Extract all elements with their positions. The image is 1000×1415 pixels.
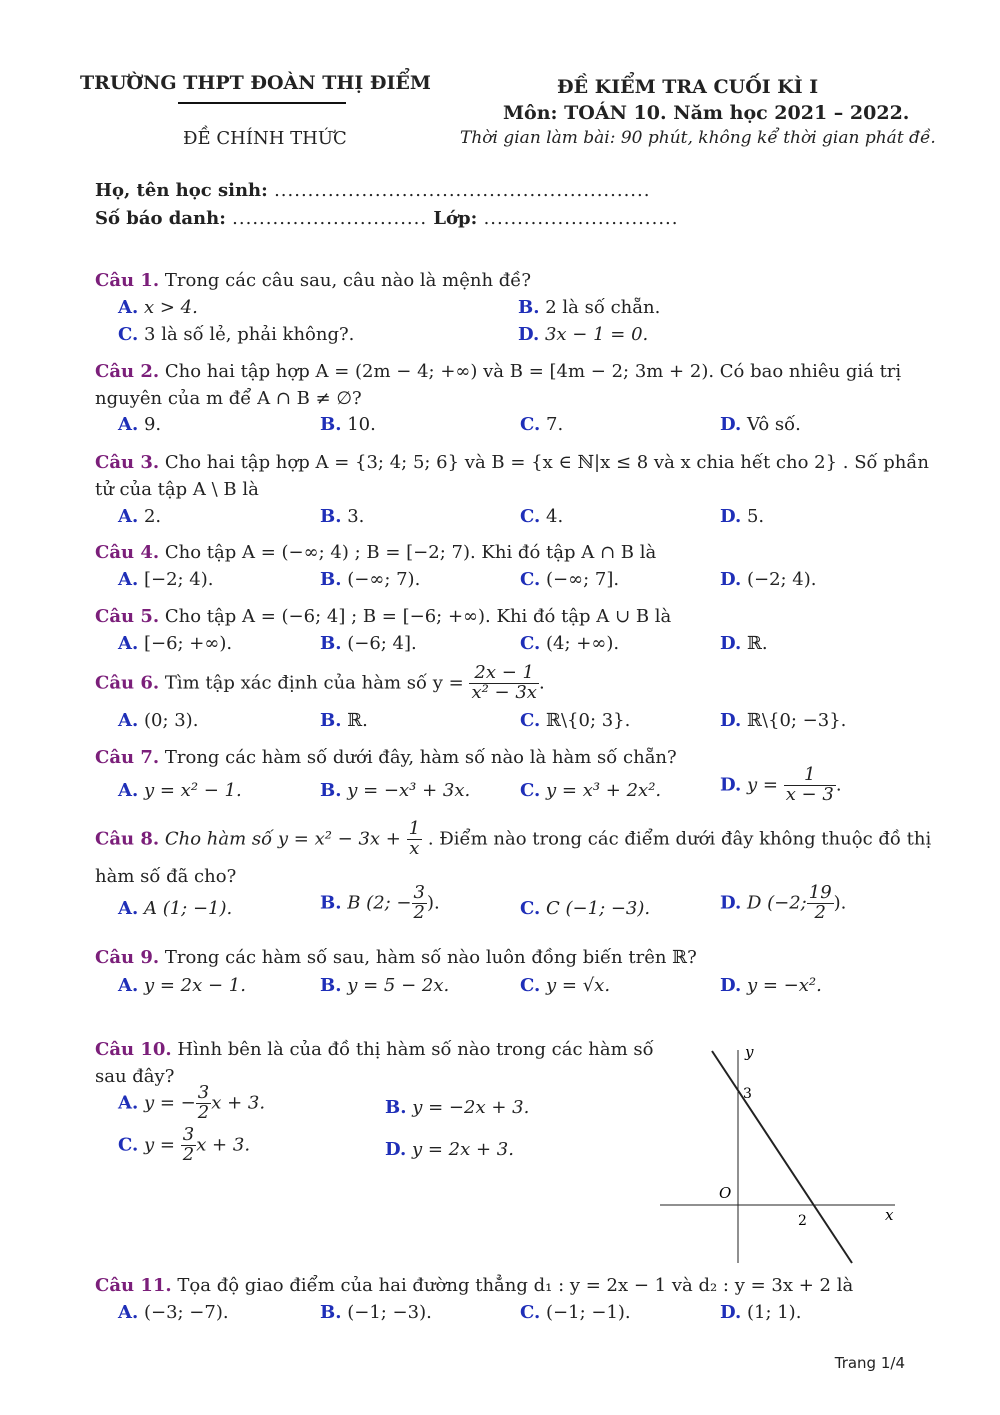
q3-option-d[interactable]: D. 5.: [720, 506, 765, 527]
q10-option-c[interactable]: C. y = $\frac{3}{2}$ x + 3.: [118, 1124, 251, 1165]
question-5: Câu 5. Cho tập A = (−6; 4] ; B = [−6; +∞). Khi đó tập A ∪ B là: [95, 606, 672, 627]
student-id-line: [95, 208, 679, 229]
question-3-cont: tử của tập A \ B là: [95, 479, 259, 500]
q11-option-a[interactable]: A. (−3; −7).: [118, 1302, 229, 1323]
y-axis-label: y: [745, 1043, 754, 1061]
y-intercept-label: 3: [743, 1086, 752, 1102]
q11-option-d[interactable]: D. (1; 1).: [720, 1302, 802, 1323]
question-text: Tìm tập xác định của hàm số y =: [164, 672, 464, 694]
q7-option-c[interactable]: C. y = x³ + 2x².: [520, 780, 662, 801]
q8-option-b[interactable]: B. B (2; − $\frac{3}{2}$ ).: [320, 882, 440, 923]
q5-option-b[interactable]: B. (−6; 4].: [320, 633, 417, 654]
question-2-cont: nguyên của m để A ∩ B ≠ ∅?: [95, 388, 362, 409]
q9-option-b[interactable]: B. y = 5 − 2x.: [320, 975, 450, 996]
q5-option-c[interactable]: C. (4; +∞).: [520, 633, 620, 654]
q8-option-a[interactable]: A. A (1; −1).: [118, 898, 233, 919]
fraction: $\frac{19}{2}$: [808, 882, 832, 923]
q4-option-d[interactable]: D. (−2; 4).: [720, 569, 817, 590]
q1-option-a[interactable]: A. x > 4.: [118, 297, 198, 318]
line-graph: [655, 1035, 905, 1270]
q5-option-a[interactable]: A. [−6; +∞).: [118, 633, 233, 654]
q6-option-b[interactable]: B. ℝ.: [320, 710, 368, 731]
question-text: Trong các hàm số sau, hàm số nào luôn đồng biến trên ℝ?: [164, 947, 697, 968]
question-text: Hình bên là của đồ thị hàm số nào trong các hàm số: [177, 1039, 654, 1060]
fraction: $\frac{1}{x}$: [408, 818, 421, 859]
q1-option-b[interactable]: B. 2 là số chẵn.: [518, 297, 661, 318]
q9-option-a[interactable]: A. y = 2x − 1.: [118, 975, 246, 996]
q5-option-d[interactable]: D. ℝ.: [720, 633, 768, 654]
question-11: Câu 11. Tọa độ giao điểm của hai đường thẳng d₁ : y = 2x − 1 và d₂ : y = 3x + 2 là: [95, 1275, 854, 1296]
q8-option-d[interactable]: D. D (−2; $\frac{19}{2}$ ).: [720, 882, 847, 923]
x-intercept-label: 2: [798, 1213, 807, 1229]
graph-line: [712, 1051, 852, 1263]
student-name-label: Họ, tên học sinh:: [95, 180, 268, 201]
q4-option-b[interactable]: B. (−∞; 7).: [320, 569, 421, 590]
school-name: TRƯỜNG THPT ĐOÀN THỊ ĐIỂM: [80, 72, 431, 94]
question-9: Câu 9. Trong các hàm số sau, hàm số nào luôn đồng biến trên ℝ?: [95, 947, 697, 968]
q4-option-c[interactable]: C. (−∞; 7].: [520, 569, 620, 590]
question-text: Cho tập A = (−∞; 4) ; B = [−2; 7). Khi đó tập A ∩ B là: [164, 542, 657, 563]
official-label: ĐỀ CHÍNH THỨC: [183, 128, 347, 149]
student-id-label: Số báo danh:: [95, 208, 226, 229]
question-7: Câu 7. Trong các hàm số dưới đây, hàm số nào là hàm số chẵn?: [95, 747, 677, 768]
header-rule: [178, 102, 346, 104]
fraction: $\frac{3}{2}$: [413, 882, 425, 923]
q7-option-d[interactable]: D. y = $\frac{1}{x - 3}$ .: [720, 764, 842, 805]
q7-option-a[interactable]: A. y = x² − 1.: [118, 780, 242, 801]
q6-option-a[interactable]: A. (0; 3).: [118, 710, 199, 731]
exam-title: ĐỀ KIỂM TRA CUỐI KÌ I: [557, 76, 819, 98]
question-text: Cho hàm số y = x² − 3x +: [164, 828, 401, 850]
fraction: $\frac{3}{2}$: [197, 1082, 210, 1123]
q11-option-c[interactable]: C. (−1; −1).: [520, 1302, 631, 1323]
question-text: Cho hai tập hợp A = (2m − 4; +∞) và B = [4m − 2; 3m + 2). Có bao nhiêu giá trị: [164, 361, 902, 382]
q2-option-b[interactable]: B. 10.: [320, 414, 376, 435]
question-text: Trong các hàm số dưới đây, hàm số nào là hàm số chẵn?: [164, 747, 677, 768]
q6-option-c[interactable]: C. ℝ\{0; 3}.: [520, 710, 631, 731]
question-text: Tọa độ giao điểm của hai đường thẳng d₁ : y = 2x − 1 và d₂ : y = 3x + 2 là: [177, 1275, 854, 1296]
q7-option-b[interactable]: B. y = −x³ + 3x.: [320, 780, 471, 801]
question-text: Cho tập A = (−6; 4] ; B = [−6; +∞). Khi đó tập A ∪ B là: [164, 606, 672, 627]
q10-option-a[interactable]: A. y = − $\frac{3}{2}$ x + 3.: [118, 1082, 266, 1123]
time-note: Thời gian làm bài: 90 phút, không kể thời gian phát đề.: [460, 128, 936, 148]
question-2: Câu 2. Cho hai tập hợp A = (2m − 4; +∞) và B = [4m − 2; 3m + 2). Có bao nhiêu giá trị: [95, 361, 902, 382]
q8-option-c[interactable]: C. C (−1; −3).: [520, 898, 651, 919]
q2-option-a[interactable]: A. 9.: [118, 414, 162, 435]
question-10: Câu 10. Hình bên là của đồ thị hàm số nào trong các hàm số: [95, 1039, 654, 1060]
q6-option-d[interactable]: D. ℝ\{0; −3}.: [720, 710, 847, 731]
question-6: Câu 6. Tìm tập xác định của hàm số y = $\frac{2x - 1}{\text{x² − 3x}}$ .: [95, 662, 545, 703]
class-dots: .............................: [483, 208, 679, 229]
student-name-line: [95, 180, 650, 201]
q3-option-a[interactable]: A. 2.: [118, 506, 162, 527]
question-8: Câu 8. Cho hàm số y = x² − 3x + $\frac{1}{x}$ . Điểm nào trong các điểm dưới đây không thuộc đồ thị: [95, 818, 932, 859]
q10-option-b[interactable]: B. y = −2x + 3.: [385, 1097, 530, 1118]
question-8-cont: hàm số đã cho?: [95, 866, 237, 887]
question-text: Trong các câu sau, câu nào là mệnh đề?: [164, 270, 532, 291]
q1-option-d[interactable]: D. 3x − 1 = 0.: [518, 324, 649, 345]
exam-subject: Môn: TOÁN 10. Năm học 2021 – 2022.: [503, 102, 910, 124]
q3-option-c[interactable]: C. 4.: [520, 506, 564, 527]
q4-option-a[interactable]: A. [−2; 4).: [118, 569, 214, 590]
student-name-dots: ........................................................: [274, 180, 651, 201]
question-10-cont: sau đây?: [95, 1066, 175, 1087]
q9-option-d[interactable]: D. y = −x².: [720, 975, 822, 996]
question-text: Cho hai tập hợp A = {3; 4; 5; 6} và B = {x ∈ ℕ|x ≤ 8 và x chia hết cho 2} . Số phần: [164, 452, 930, 473]
q10-option-d[interactable]: D. y = 2x + 3.: [385, 1139, 514, 1160]
question-number: Câu 1.: [95, 270, 160, 291]
q9-option-c[interactable]: C. y = √x.: [520, 975, 611, 996]
question-3: Câu 3. Cho hai tập hợp A = {3; 4; 5; 6} và B = {x ∈ ℕ|x ≤ 8 và x chia hết cho 2} . Số phần: [95, 452, 930, 473]
question-4: Câu 4. Cho tập A = (−∞; 4) ; B = [−2; 7). Khi đó tập A ∩ B là: [95, 542, 657, 563]
question-1: [95, 270, 531, 291]
class-label: Lớp:: [433, 208, 478, 229]
fraction: $\frac{1}{x - 3}$: [785, 764, 834, 805]
q3-option-b[interactable]: B. 3.: [320, 506, 365, 527]
fraction: $\frac{2x - 1}{\text{x² − 3x}}$: [471, 662, 537, 703]
origin-label: O: [719, 1184, 732, 1202]
x-axis-label: x: [885, 1206, 894, 1224]
student-id-dots: .............................: [232, 208, 428, 229]
q11-option-b[interactable]: B. (−1; −3).: [320, 1302, 432, 1323]
fraction: $\frac{3}{2}$: [182, 1124, 195, 1165]
q1-option-c[interactable]: C. 3 là số lẻ, phải không?.: [118, 324, 355, 345]
q2-option-c[interactable]: C. 7.: [520, 414, 564, 435]
q2-option-d[interactable]: D. Vô số.: [720, 414, 801, 435]
page-number: Trang 1/4: [834, 1354, 905, 1372]
